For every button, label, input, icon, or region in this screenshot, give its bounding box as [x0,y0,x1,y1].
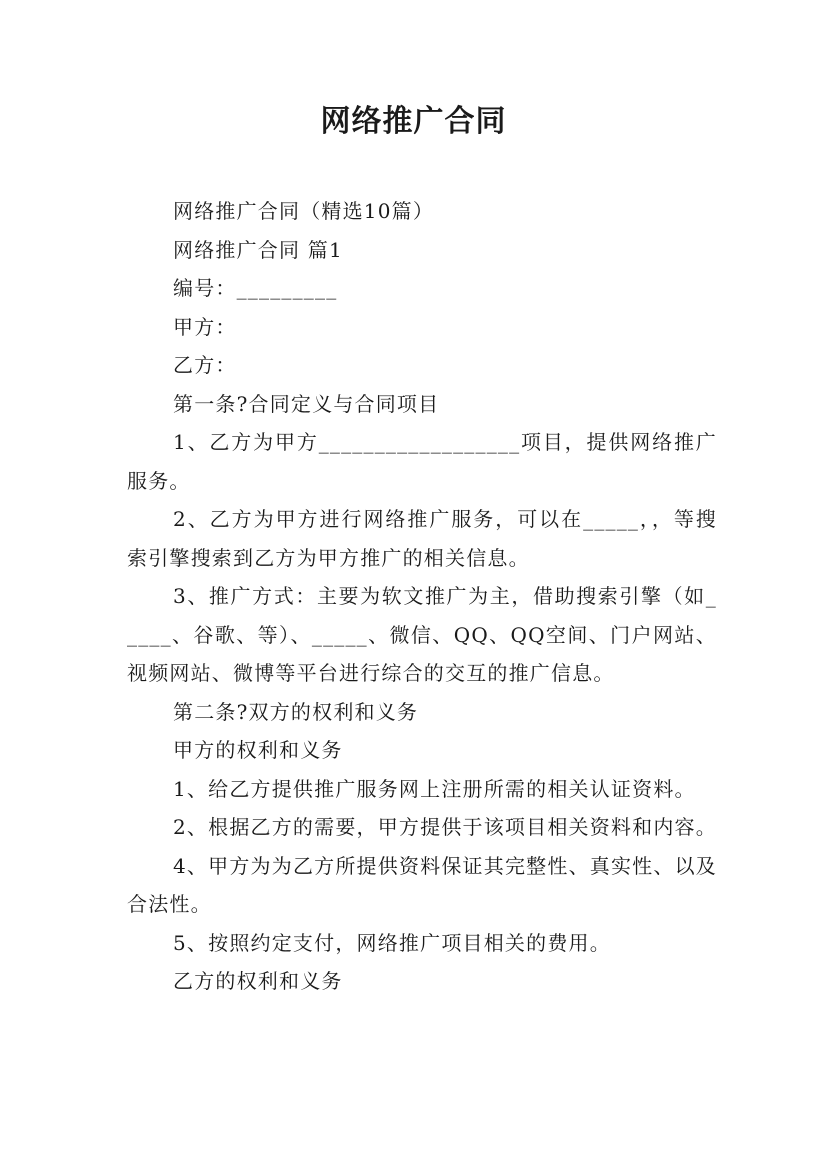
paragraph-article-1-item-3: 3、推广方式：主要为软文推广为主，借助搜索引擎（如_____、谷歌、等）、_____、微信、QQ、QQ空间、门户网站、视频网站、微博等平台进行综合的交互的推广信息。 [127,584,717,685]
paragraph-article-1-item-1: 1、乙方为甲方__________________项目，提供网络推广服务。 [127,430,717,493]
paragraph-party-a-rights-heading: 甲方的权利和义务 [173,738,343,762]
paragraph-article-2-heading: 第二条?双方的权利和义务 [173,699,419,724]
paragraph-party-b-rights-heading: 乙方的权利和义务 [173,969,343,993]
paragraph-party-a-item-2: 2、根据乙方的需要，甲方提供于该项目相关资料和内容。 [173,815,717,839]
paragraph-article-1-heading: 第一条?合同定义与合同项目 [173,391,440,416]
paragraph-party-a-item-4: 4、甲方为为乙方所提供资料保证其完整性、真实性、以及合法性。 [127,853,717,916]
paragraph-article-1-item-2: 2、乙方为甲方进行网络推广服务，可以在_____，，等搜索引擎搜索到乙方为甲方推广的相关信息。 [127,507,717,570]
paragraph-party-a: 甲方： [173,314,237,339]
document-body [127,192,717,1001]
paragraph-party-b: 乙方： [173,353,237,377]
paragraph-subtitle: 网络推广合同（精选10篇） [173,199,435,223]
paragraph-party-a-item-5: 5、按照约定支付，网络推广项目相关的费用。 [173,930,611,955]
document-title: 网络推广合同 [320,104,507,139]
paragraph-section-heading: 网络推广合同 篇1 [173,237,343,262]
paragraph-party-a-item-1: 1、给乙方提供推广服务网上注册所需的相关认证资料。 [173,776,696,801]
paragraph-contract-number: 编号：_________ [173,276,338,300]
